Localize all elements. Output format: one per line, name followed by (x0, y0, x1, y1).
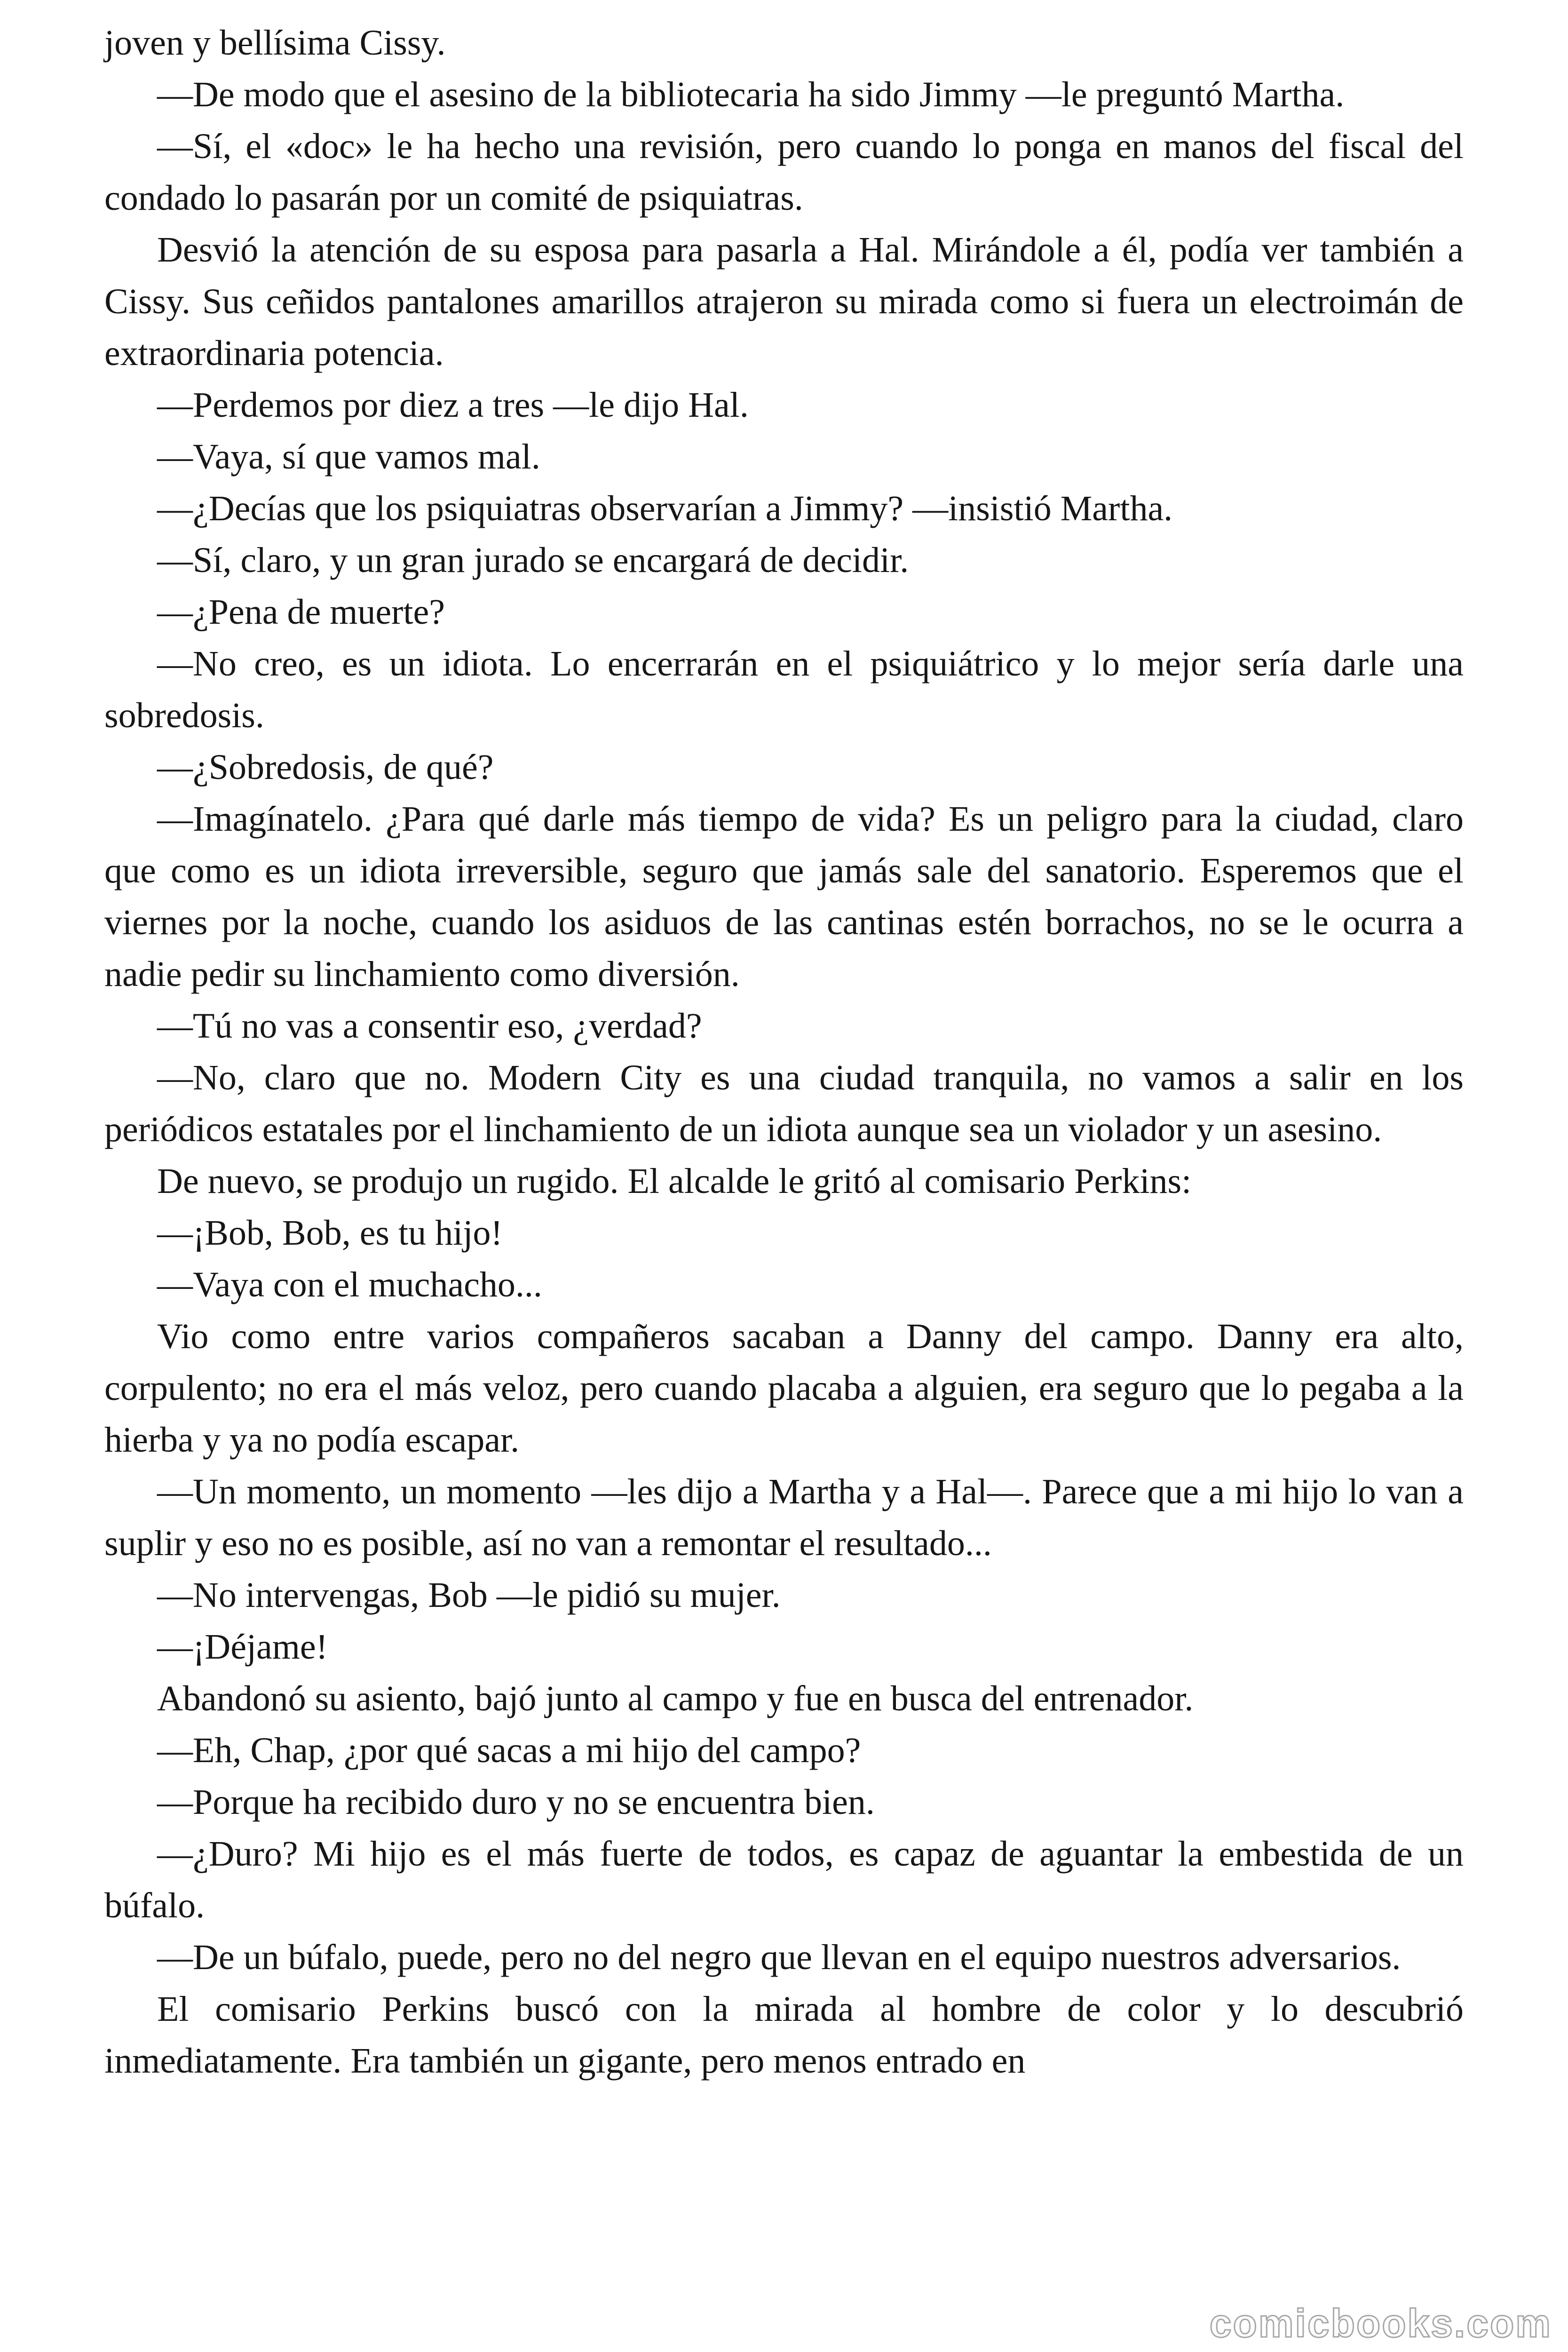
paragraph: —No creo, es un idiota. Lo encerrarán en el psiquiátrico y lo mejor sería darle una sobredosis. (104, 644, 1464, 735)
paragraph: —Perdemos por diez a tres —le dijo Hal. (157, 385, 749, 425)
paragraph: —Vaya, sí que vamos mal. (157, 437, 540, 477)
paragraph: Abandonó su asiento, bajó junto al campo y fue en busca del entrenador. (157, 1679, 1194, 1718)
paragraph: Desvió la atención de su esposa para pasarla a Hal. Mirándole a él, podía ver también a Cissy. Sus ceñidos pantalones amarillos atrajeron su mirada como si fuera un electroimán de extraordinaria potencia. (104, 230, 1464, 373)
paragraph: —Sí, claro, y un gran jurado se encargará de decidir. (157, 540, 909, 580)
paragraph: De nuevo, se produjo un rugido. El alcalde le gritó al comisario Perkins: (157, 1161, 1192, 1201)
paragraph: —No intervengas, Bob —le pidió su mujer. (157, 1575, 781, 1615)
paragraph: —¡Bob, Bob, es tu hijo! (157, 1213, 503, 1253)
paragraph: —De modo que el asesino de la bibliotecaria ha sido Jimmy —le preguntó Martha. (157, 75, 1345, 114)
paragraph: —Imagínatelo. ¿Para qué darle más tiempo de vida? Es un peligro para la ciudad, claro que como es un idiota irreversible, seguro que jamás sale del sanatorio. Esperemos que el viernes por la noche, cuando los asiduos de las cantinas estén borrachos, no se le ocurra a nadie pedir su linchamiento como diversión. (104, 799, 1464, 994)
paragraph: —Un momento, un momento —les dijo a Martha y a Hal—. Parece que a mi hijo lo van a suplir y eso no es posible, así no van a remontar el resultado... (104, 1472, 1464, 1563)
paragraph: —¿Duro? Mi hijo es el más fuerte de todos, es capaz de aguantar la embestida de un búfalo. (104, 1834, 1464, 1925)
paragraph: —¡Déjame! (157, 1627, 328, 1667)
paragraph: —De un búfalo, puede, pero no del negro que llevan en el equipo nuestros adversarios. (157, 1938, 1401, 1977)
paragraph: —Porque ha recibido duro y no se encuentra bien. (157, 1782, 875, 1822)
watermark: comicbooks.com (1209, 2301, 1552, 2345)
paragraph: —Vaya con el muchacho... (157, 1265, 542, 1304)
paragraph: —¿Pena de muerte? (157, 592, 445, 632)
paragraph: joven y bellísima Cissy. (104, 23, 446, 63)
body-text (104, 17, 1464, 2087)
paragraph: —¿Sobredosis, de qué? (157, 747, 494, 787)
paragraph: Vio como entre varios compañeros sacaban a Danny del campo. Danny era alto, corpulento; no era el más veloz, pero cuando placaba a alguien, era seguro que lo pegaba a la hierba y ya no podía escapar. (104, 1317, 1464, 1460)
paragraph: —Sí, el «doc» le ha hecho una revisión, pero cuando lo ponga en manos del fiscal del condado lo pasarán por un comité de psiquiatras. (104, 127, 1464, 218)
paragraph: —¿Decías que los psiquiatras observarían a Jimmy? —insistió Martha. (157, 489, 1173, 528)
paragraph: —No, claro que no. Modern City es una ciudad tranquila, no vamos a salir en los periódicos estatales por el linchamiento de un idiota aunque sea un violador y un asesino. (104, 1058, 1464, 1149)
paragraph: El comisario Perkins buscó con la mirada al hombre de color y lo descubrió inmediatamente. Era también un gigante, pero menos entrado en (104, 1989, 1464, 2081)
paragraph: —Tú no vas a consentir eso, ¿verdad? (157, 1006, 702, 1046)
paragraph: —Eh, Chap, ¿por qué sacas a mi hijo del campo? (157, 1731, 861, 1770)
